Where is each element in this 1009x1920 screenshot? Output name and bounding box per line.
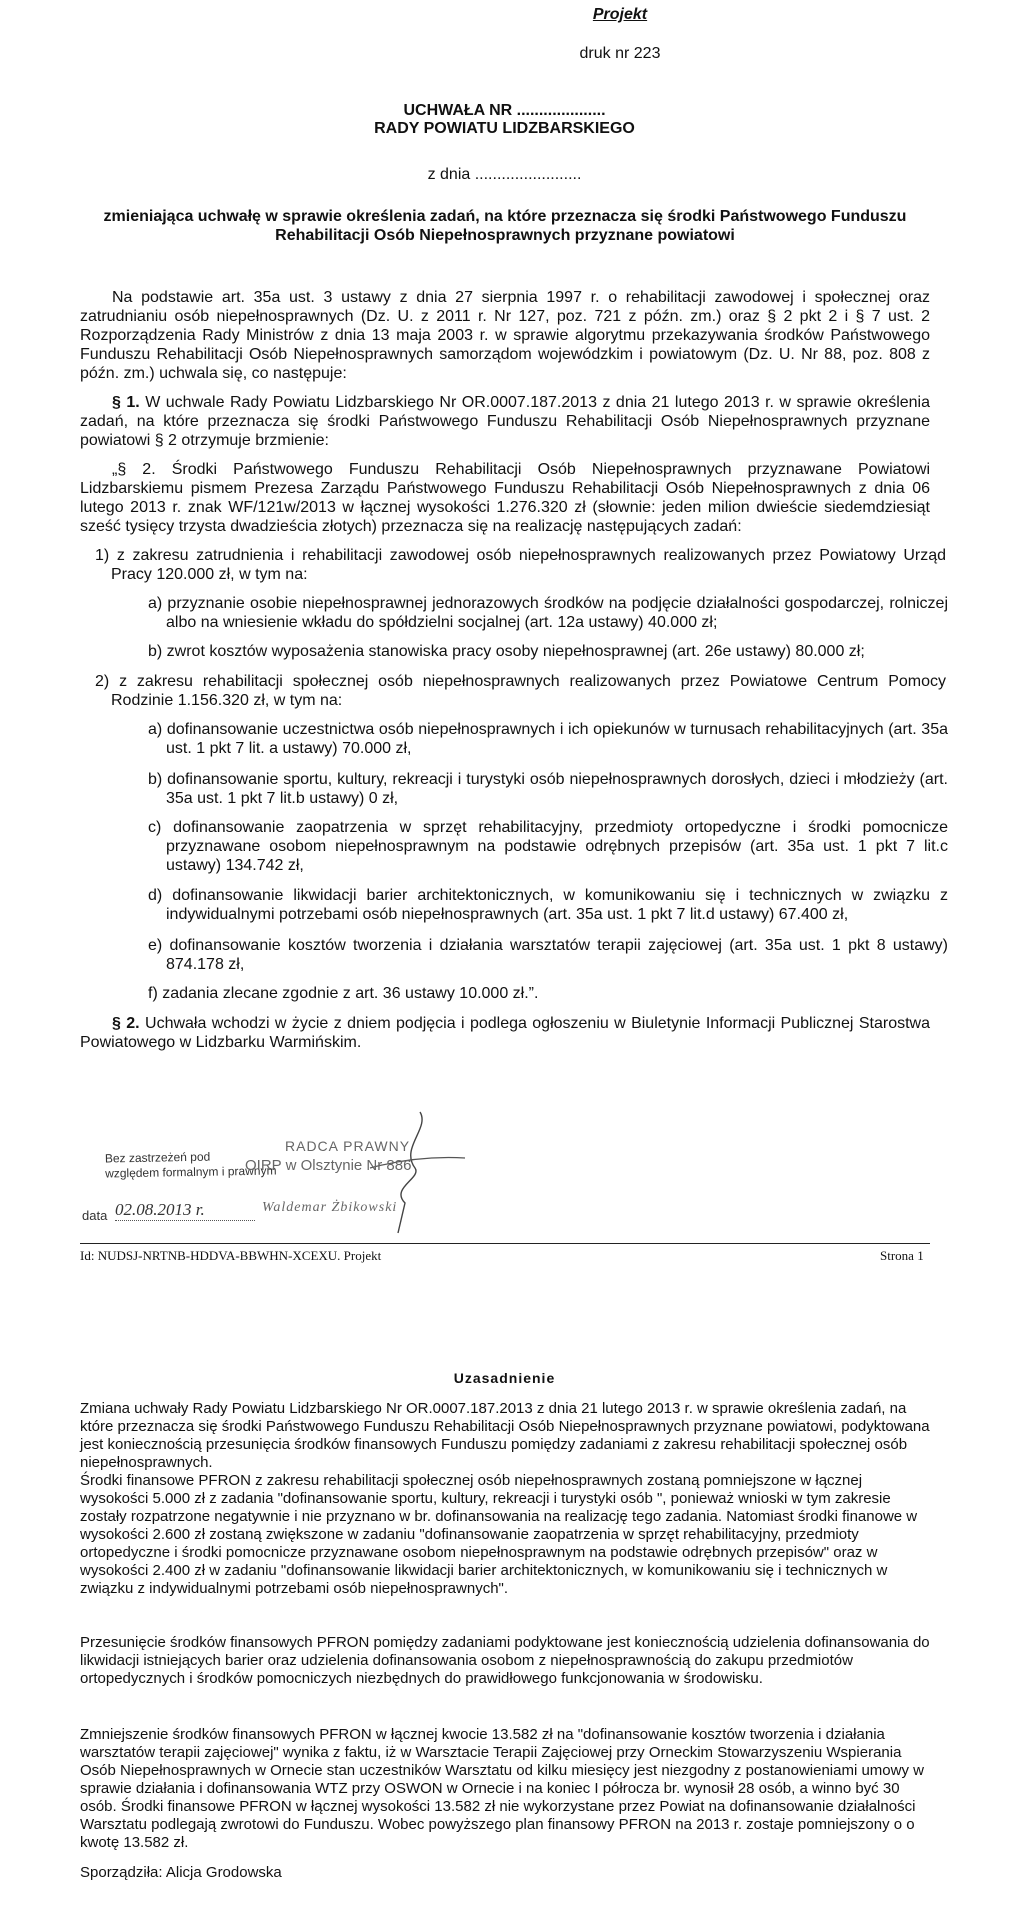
point-2a: a) dofinansowanie uczestnictwa osób niepełnosprawnych i ich opiekunów w turnusach rehabilitacyjnych (art. 35a ust. 1 pkt 7 lit. a ustawy) 70.000 zł,	[148, 721, 948, 757]
page-number: Strona 1	[880, 1248, 924, 1263]
section-2-text: Uchwała wchodzi w życie z dniem podjęcia i podlega ogłoszeniu w Biuletynie Informacji Publicznej Starostwa Powiatowego w Lidzbarku Warmińskim.	[80, 1015, 931, 1051]
quoted-section-2: „§ 2. Środki Państwowego Funduszu Rehabilitacji Osób Niepełnosprawnych przyznawane Powiatowi Lidzbarskiemu pismem Prezesa Zarządu Państwowego Funduszu Rehabilitacji Osób Niepełnosprawnych z dnia 06 lutego 2013 r. znak WF/121w/2013 w łącznej wysokości 1.276.320 zł (słownie: jeden milion dwieście siedemdziesiąt sześć tysięcy trzysta dwadzieścia złotych) przeznacza się na realizację następujących zadań:	[80, 461, 930, 535]
justification-paragraph-4: Zmniejszenie środków finansowych PFRON w łącznej kwocie 13.582 zł na "dofinansowanie kosztów tworzenia i działania warsztatów terapii zajęciowej" wynika z faktu, iż w Warsztacie Terapii Zajęciowej przy Orneckim Stowarzyszeniu Wspierania Osób Niepełnosprawnych w Ornecie stan uczestników Warsztatu od kilku miesięcy jest niezgodny z postanowieniami umowy w sprawie działania i dofinansowania WTZ przy OSWON w Ornecie i na koniec I półrocza br. wynosił 28 osób, a winno być 30 osób. Środki finansowe PFRON w łącznej wysokości 13.582 zł nie wykorzystane przez Powiat na dofinansowanie działalności Warsztatu podlegają zwrotowi do Funduszu. Wobec powyższego plan finansowy PFRON na 2013 r. zostaje pomniejszony o o kwotę 13.582 zł.	[80, 1726, 924, 1851]
justification-author: Sporządziła: Alicja Grodowska	[80, 1864, 282, 1881]
council-name: RADY POWIATU LIDZBARSKIEGO	[374, 120, 635, 137]
point-1b: b) zwrot kosztów wyposażenia stanowiska pracy osoby niepełnosprawnej (art. 26e ustawy) 80.000 zł;	[148, 643, 865, 660]
point-2e: e) dofinansowanie kosztów tworzenia i działania warsztatów terapii zajęciowej (art. 35a ust. 1 pkt 8 ustawy) 874.178 zł,	[148, 937, 948, 973]
point-1: 1) z zakresu zatrudnienia i rehabilitacji zawodowej osób niepełnosprawnych realizowanych przez Powiatowy Urząd Pracy 120.000 zł, w tym na:	[95, 547, 946, 583]
justification-paragraph-1: Zmiana uchwały Rady Powiatu Lidzbarskiego Nr OR.0007.187.2013 z dnia 21 lutego 2013 r. w sprawie określenia zadań, na które przeznacza się środki Państwowego Funduszu Rehabilitacji Osób Niepełnosprawnych przyznane powiatowi, podyktowana jest koniecznością przesunięcia środków finansowych Funduszu pomiędzy zadaniami z zakresu rehabilitacji społecznej osób niepełnosprawnych.	[80, 1400, 930, 1471]
document-id: Id: NUDSJ-NRTNB-HDDVA-BBWHN-XCEXU. Projekt	[80, 1248, 382, 1263]
justification-paragraph-3: Przesunięcie środków finansowych PFRON pomiędzy zadaniami podyktowane jest koniecznością udzielenia dofinansowania do likwidacji istniejących barier oraz udzielenia dofinansowania osobom z niepełnosprawnością do zakupu przedmiotów ortopedycznych i środków pomocniczych niezbędnych do prawidłowego funkcjonowania w środowisku.	[80, 1634, 930, 1687]
point-2f: f) zadania zlecane zgodnie z art. 36 ustawy 10.000 zł.”.	[148, 985, 539, 1002]
handwritten-date: 02.08.2013 r.	[115, 1200, 255, 1221]
section-1-text: W uchwale Rady Powiatu Lidzbarskiego Nr OR.0007.187.2013 z dnia 21 lutego 2013 r. w sprawie określenia zadań, na które przeznacza się środki Państwowego Funduszu Rehabilitacji Osób Niepełnosprawnych przyznane powiatowi § 2 otrzymuje brzmienie:	[80, 394, 930, 449]
resolution-subject: zmieniająca uchwałę w sprawie określenia zadań, na które przeznacza się środki Państwowego Funduszu Rehabilitacji Osób Niepełnosprawnych przyznane powiatowi	[103, 208, 907, 244]
justification-paragraph-2: Środki finansowe PFRON z zakresu rehabilitacji społecznej osób niepełnosprawnych zostaną pomniejszone w łącznej wysokości 5.000 zł z zadania "dofinansowanie sportu, kultury, rekreacji i turystyki osób ", ponieważ wnioski w tym zakresie zostały rozpatrzone negatywnie i nie przyznano w br. dofinansowania na realizację tego zadania. Natomiast środki finanowe w wysokości 2.600 zł zostaną zwiększone w zadaniu "dofinansowanie zaopatrzenia w sprzęt rehabilitacyjny, przedmioty ortopedyczne i środki pomocnicze przyznawane osobom niepełnosprawnym na podstawie odrębnych przepisów" oraz w wysokości 2.400 zł w zadaniu "dofinansowanie likwidacji barier architektonicznych, w komunikowaniu się i technicznych w związku z indywidualnymi potrzebami osób niepełnosprawnych".	[80, 1472, 918, 1597]
point-2d: d) dofinansowanie likwidacji barier architektonicznych, w komunikowaniu się i technicznych w związku z indywidualnymi potrzebami osób niepełnosprawnych (art. 35a ust. 1 pkt 7 lit.d ustawy) 67.400 zł,	[148, 887, 948, 923]
radca-prawny-stamp: RADCA PRAWNY	[285, 1138, 411, 1154]
justification-title: Uzasadnienie	[453, 1370, 556, 1386]
section-2	[80, 1014, 930, 1052]
resolution-date: z dnia ........................	[427, 166, 582, 183]
date-label: data	[82, 1208, 108, 1223]
projekt-label: Projekt	[592, 6, 648, 23]
legal-basis-paragraph: Na podstawie art. 35a ust. 3 ustawy z dnia 27 sierpnia 1997 r. o rehabilitacji zawodowej i społecznej oraz zatrudnianiu osób niepełnosprawnych (Dz. U. z 2011 r. Nr 127, poz. 721 z późn. zm.) oraz § 2 pkt 2 i § 7 ust. 2 Rozporządzenia Rady Ministrów z dnia 13 maja 2003 r. w sprawie algorytmu przekazywania środków Państwowego Funduszu Rehabilitacji Osób Niepełnosprawnych samorządom wojewódzkim i powiatowym (Dz. U. Nr 88, poz. 808 z późn. zm.) uchwala się, co następuje:	[80, 289, 930, 382]
druk-number: druk nr 223	[579, 45, 661, 62]
stamp-line-2: względem formalnym i prawnym	[105, 1163, 277, 1181]
point-2c: c) dofinansowanie zaopatrzenia w sprzęt rehabilitacyjny, przedmioty ortopedyczne i środki pomocnicze przyznawane osobom niepełnosprawnym na podstawie odrębnych przepisów (art. 35a ust. 1 pkt 7 lit.c ustawy) 134.742 zł,	[148, 819, 948, 874]
section-1-mark: § 1.	[112, 394, 140, 411]
section-2-mark: § 2.	[112, 1015, 140, 1032]
resolution-number: UCHWAŁA NR ....................	[403, 102, 606, 119]
point-2: 2) z zakresu rehabilitacji społecznej osób niepełnosprawnych realizowanych przez Powiatowe Centrum Pomocy Rodzinie 1.156.320 zł, w tym na:	[95, 673, 946, 709]
lawyer-name-stamp: Waldemar Żbikowski	[262, 1200, 398, 1215]
point-2b: b) dofinansowanie sportu, kultury, rekreacji i turystyki osób niepełnosprawnych dorosłych, dzieci i młodzieży (art. 35a ust. 1 pkt 7 lit.b ustawy) 0 zł,	[148, 771, 948, 807]
stamp-line-1: Bez zastrzeżeń pod	[104, 1149, 211, 1166]
point-1a: a) przyznanie osobie niepełnosprawnej jednorazowych środków na podjęcie działalności gospodarczej, rolniczej albo na wniesienie wkładu do spółdzielni socjalnej (art. 12a ustawy) 40.000 zł;	[148, 595, 948, 631]
section-1	[80, 393, 930, 450]
oirp-stamp: OIRP w Olsztynie Nr 886	[245, 1157, 412, 1174]
footer-divider	[80, 1243, 930, 1244]
